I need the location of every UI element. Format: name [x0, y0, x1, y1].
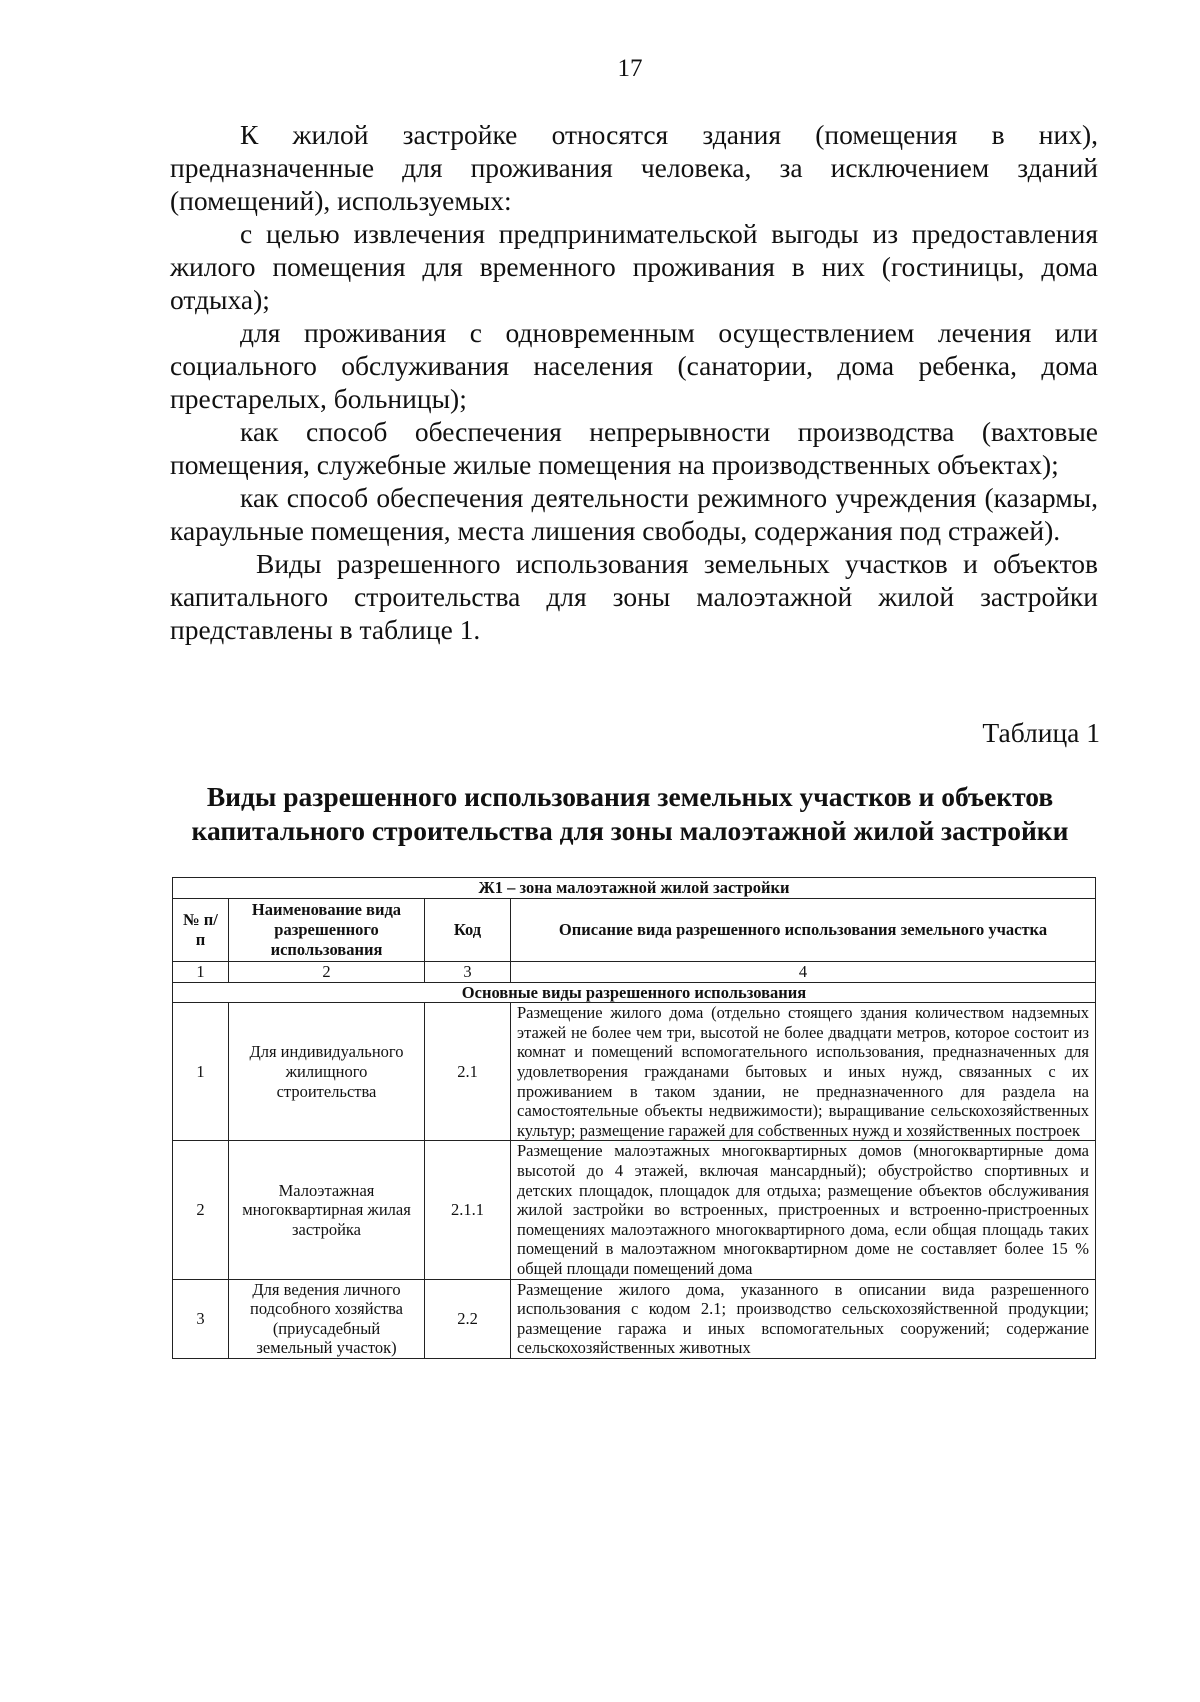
header-desc: Описание вида разрешенного использования земельного участка	[511, 899, 1096, 962]
paragraph: как способ обеспечения непрерывности производства (вахтовые помещения, служебные жилые помещения на производственных объектах);	[170, 416, 1098, 480]
header-code: Код	[425, 899, 511, 962]
column-number: 3	[425, 962, 511, 983]
row-name: Для ведения личного подсобного хозяйства (приусадебный земельный участок)	[229, 1279, 425, 1358]
table-title: Виды разрешенного использования земельных участков и объектов капитального строительства для зоны малоэтажной жилой застройки	[191, 781, 1069, 846]
body-text	[170, 118, 1098, 646]
page-number: 17	[617, 55, 643, 82]
header-name: Наименование вида разрешенного использования	[229, 899, 425, 962]
row-num: 2	[173, 1141, 229, 1279]
paragraph: с целью извлечения предпринимательской выгоды из предоставления жилого помещения для временного проживания в них (гостиницы, дома отдыха);	[170, 218, 1098, 315]
header-row	[173, 899, 1096, 962]
row-name: Для индивидуального жилищного строительства	[229, 1003, 425, 1141]
row-code: 2.1	[425, 1003, 511, 1141]
paragraph: К жилой застройке относятся здания (помещения в них), предназначенные для проживания человека, за исключением зданий (помещений), используемых:	[170, 119, 1098, 216]
column-numbers-row	[173, 962, 1096, 983]
table-row	[173, 1003, 1096, 1141]
zone-title-row	[173, 878, 1096, 899]
paragraph: Виды разрешенного использования земельных участков и объектов капитального строительства для зоны малоэтажной жилой застройки представлены в таблице 1.	[170, 548, 1098, 645]
column-number: 2	[229, 962, 425, 983]
table-row	[173, 1279, 1096, 1358]
paragraph: для проживания с одновременным осуществлением лечения или социального обслуживания населения (санатории, дома ребенка, дома престарелых, больницы);	[170, 317, 1098, 414]
column-number: 1	[173, 962, 229, 983]
header-num: № п/п	[173, 899, 229, 962]
group-title: Основные виды разрешенного использования	[173, 982, 1096, 1003]
row-desc: Размещение малоэтажных многоквартирных домов (многоквартирные дома высотой до 4 этажей, включая мансардный); обустройство спортивных и детских площадок, площадок для отдыха; размещение объектов обслуживания жилой застройки во встроенных, пристроенных и встроенно-пристроенных помещениях малоэтажного многоквартирного дома, если общая площадь таких помещений в малоэтажном многоквартирном доме не составляет более 15 % общей площади помещений дома	[511, 1141, 1096, 1279]
column-number: 4	[511, 962, 1096, 983]
row-num: 3	[173, 1279, 229, 1358]
row-num: 1	[173, 1003, 229, 1141]
group-row	[173, 982, 1096, 1003]
row-desc: Размещение жилого дома (отдельно стоящего здания количеством надземных этажей не более чем три, высотой не более двадцати метров, которое состоит из комнат и помещений вспомогательного использования, предназначенных для удовлетворения гражданами бытовых и иных нужд, связанных с их проживанием в таком здании, не предназначенного для раздела на самостоятельные объекты недвижимости); выращивание сельскохозяйственных культур; размещение гаражей для собственных нужд и хозяйственных построек	[511, 1003, 1096, 1141]
row-desc: Размещение жилого дома, указанного в описании вида разрешенного использования с кодом 2.1; производство сельскохозяйственной продукции; размещение гаража и иных вспомогательных сооружений; содержание сельскохозяйственных животных	[511, 1279, 1096, 1358]
row-code: 2.2	[425, 1279, 511, 1358]
zones-table	[172, 877, 1096, 1359]
table-row	[173, 1141, 1096, 1279]
row-code: 2.1.1	[425, 1141, 511, 1279]
paragraph: как способ обеспечения деятельности режимного учреждения (казармы, караульные помещения, места лишения свободы, содержания под стражей).	[170, 482, 1098, 546]
row-name: Малоэтажная многоквартирная жилая застройка	[229, 1141, 425, 1279]
zone-title: Ж1 – зона малоэтажной жилой застройки	[173, 878, 1096, 899]
table-label: Таблица 1	[982, 717, 1100, 748]
